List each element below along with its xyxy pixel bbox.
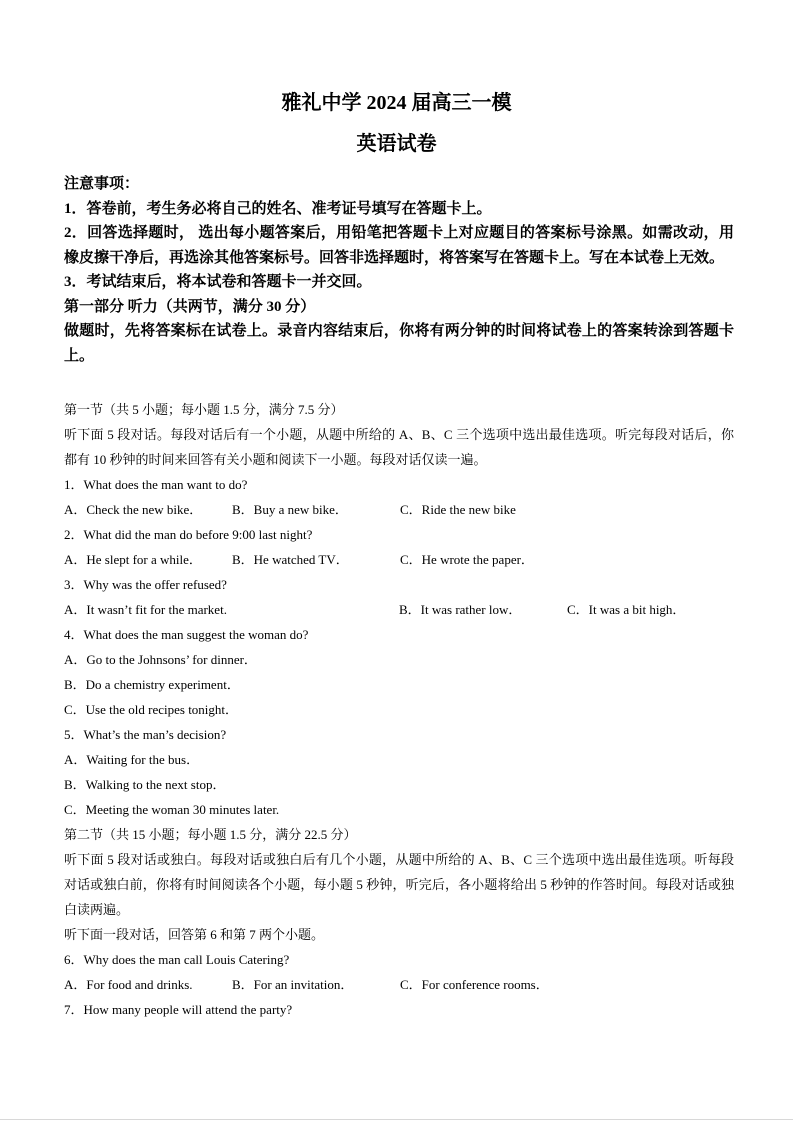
question-stem: 6．Why does the man call Louis Catering? [64,952,290,967]
option-c: C．For conference rooms． [400,977,549,992]
question-options [64,497,734,522]
option-a: A．Waiting for the bus． [64,752,200,767]
option-b: B．For an invitation． [232,977,354,992]
option-b: B．He watched TV． [232,552,349,567]
question-stem: 3．Why was the offer refused? [64,577,227,592]
question-stem: 1．What does the man want to do? [64,477,248,492]
page-bottom-rule [0,1119,793,1120]
option-c: C．It was a bit high． [567,602,686,617]
question-options [64,972,734,997]
section1-instruction: 听下面 5 段对话。每段对话后有一个小题，从题中所给的 A、B、C 三个选项中选出最佳选项。听完每段对话后，你都有 10 秒钟的时间来回答有关小题和阅读下一小题。每段对话仅读一遍。 [64,427,734,467]
option-a: A．For food and drinks. [64,977,193,992]
dialogue-intro: 听下面一段对话，回答第 6 和第 7 两个小题。 [64,927,325,942]
option-a: A．Check the new bike． [64,502,203,517]
question-stem: 2．What did the man do before 9:00 last night? [64,527,313,542]
notes-item-2: 2．回答选择题时， 选出每小题答案后，用铅笔把答题卡上对应题目的答案标号涂黑。如需改动，用橡皮擦干净后，再选涂其他答案标号。回答非选择题时，将答案写在答题卡上。写在本试卷上无效。 [64,225,734,266]
section1-title: 第一节（共 5 小题；每小题 1.5 分，满分 7.5 分） [64,402,344,417]
exam-title: 雅礼中学 2024 届高三一模 [281,92,512,114]
notes-item-1: 1．答卷前，考生务必将自己的姓名、准考证号填写在答题卡上。 [64,200,492,217]
option-c: C．Use the old recipes tonight． [64,702,239,717]
option-b: B．Walking to the next stop． [64,777,226,792]
option-a: A．It wasn’t fit for the market. [64,602,227,617]
listening-section [64,397,734,1022]
option-b: B．Buy a new bike． [232,502,348,517]
notes-item-3: 3．考试结束后，将本试卷和答题卡一并交回。 [64,274,372,290]
question-options [64,597,734,622]
part-title: 第一部分 听力（共两节，满分 30 分） [64,298,316,315]
exam-notes [64,172,734,368]
question-options [64,547,734,572]
option-a: A．He slept for a while． [64,552,202,567]
option-a: A．Go to the Johnsons’ for dinner． [64,652,257,667]
option-b: B．Do a chemistry experiment． [64,677,240,692]
option-c: C．He wrote the paper． [400,552,534,567]
exam-subtitle: 英语试卷 [356,133,437,155]
question-stem: 7．How many people will attend the party? [64,1002,293,1017]
question-stem: 5．What’s the man’s decision? [64,727,227,742]
section2-instruction: 听下面 5 段对话或独白。每段对话或独白后有几个小题，从题中所给的 A、B、C 三个选项中选出最佳选项。听每段对话或独白前，你将有时间阅读各个小题，每小题 5 秒钟，听完后，各小题将给出 5 秒钟的作答时间。每段对话或独白读两遍。 [64,852,734,917]
section2-title: 第二节（共 15 小题；每小题 1.5 分，满分 22.5 分） [64,827,357,842]
option-b: B．It was rather low． [399,602,522,617]
option-c: C．Ride the new bike [400,502,516,517]
question-stem: 4．What does the man suggest the woman do? [64,627,309,642]
part-instruction: 做题时，先将答案标在试卷上。录音内容结束后，你将有两分钟的时间将试卷上的答案转涂到答题卡上。 [64,323,734,364]
notes-heading: 注意事项： [64,176,140,192]
option-c: C．Meeting the woman 30 minutes later. [64,802,280,817]
